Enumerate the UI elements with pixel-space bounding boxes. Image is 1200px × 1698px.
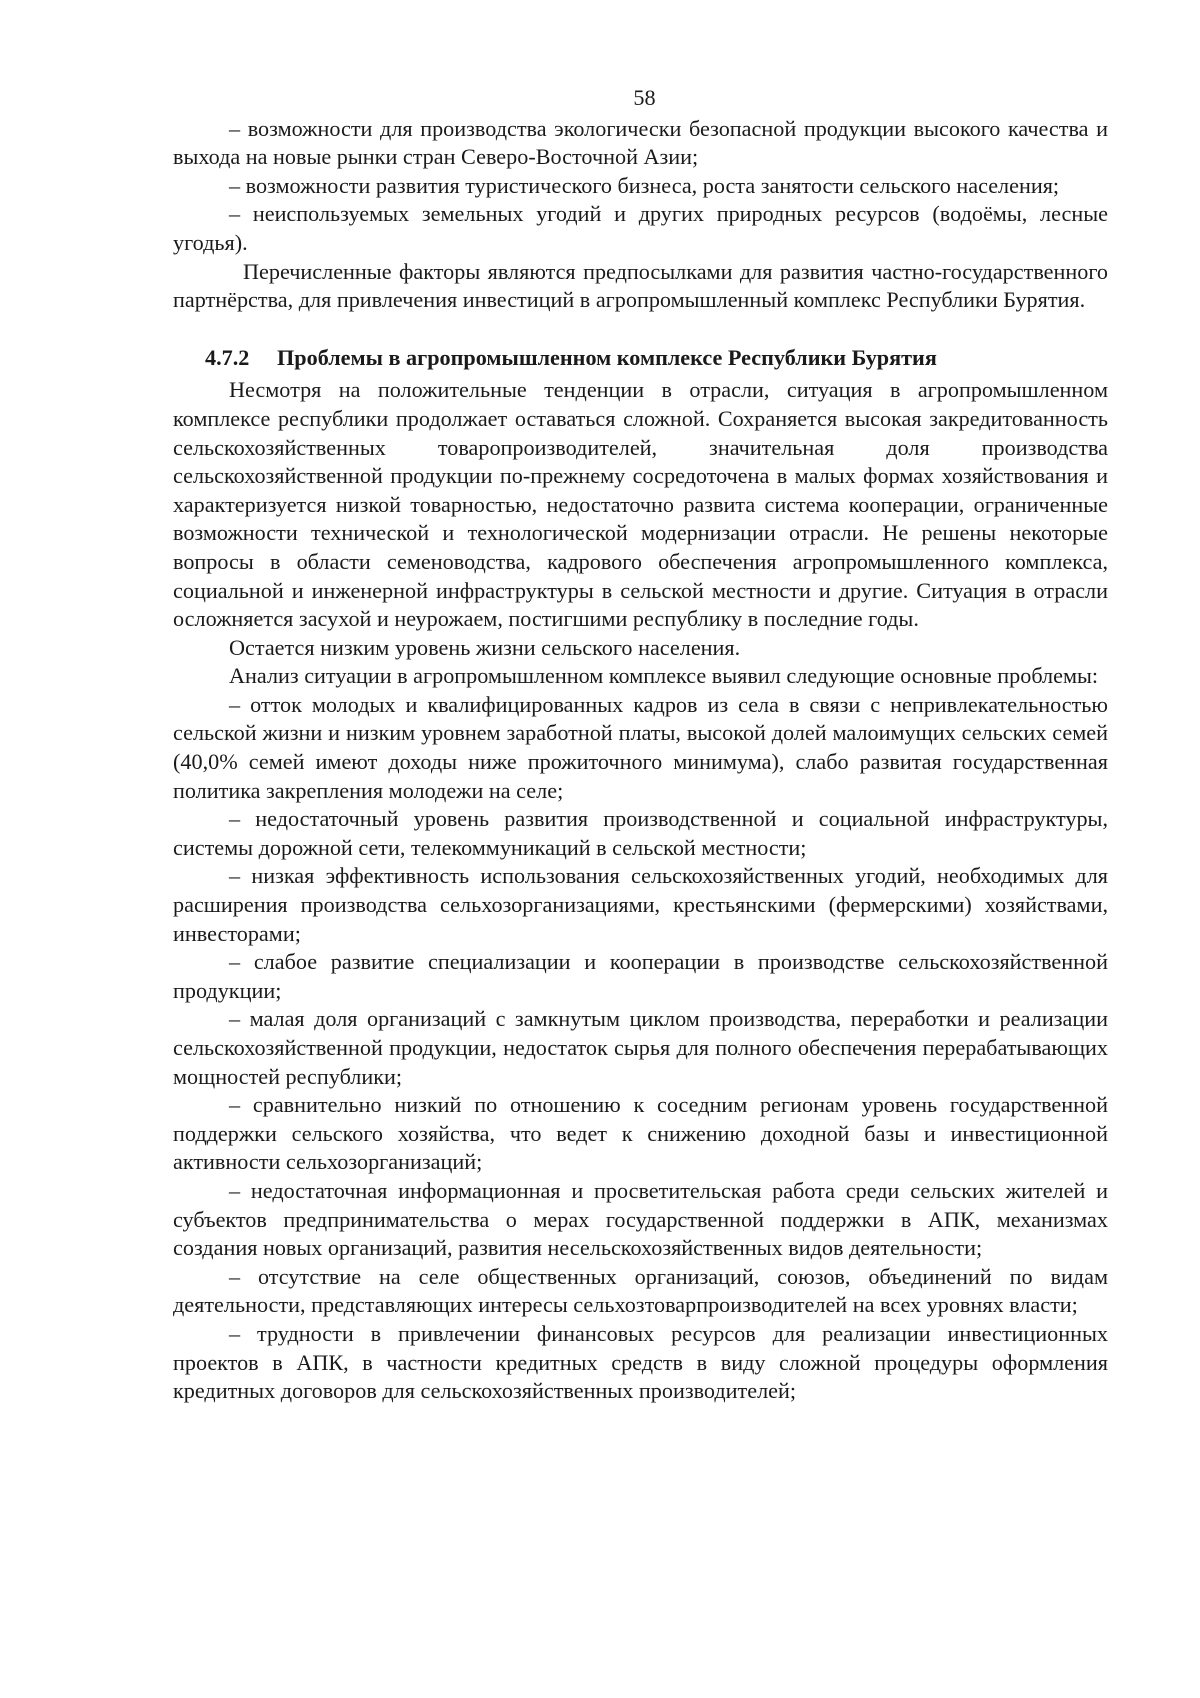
section-title: Проблемы в агропромышленном комплексе Республики Бурятия <box>277 344 937 370</box>
problem-item: – малая доля организаций с замкнутым циклом производства, переработки и реализации сельскохозяйственной продукции, недостаток сырья для полного обеспечения перерабатывающих мощностей республики; <box>173 1006 1108 1089</box>
intro-item: – возможности развития туристического бизнеса, роста занятости сельского населения; <box>229 172 1060 198</box>
problem-item: – недостаточная информационная и просветительская работа среди сельских жителей и субъектов предпринимательства о мерах государственной поддержки в АПК, механизмах создания новых организаций, развития несельскохозяйственных видов деятельности; <box>173 1177 1108 1261</box>
intro-item: – неиспользуемых земельных угодий и других природных ресурсов (водоёмы, лесные угодья). <box>173 201 1108 255</box>
problem-item: – низкая эффективность использования сельскохозяйственных угодий, необходимых для расширения производства сельхозорганизациями, крестьянскими (фермерскими) хозяйствами, инвесторами; <box>173 863 1108 946</box>
section-number: 4.7.2 <box>205 344 250 370</box>
section-heading <box>173 344 1108 373</box>
problem-item: – слабое развитие специализации и кооперации в производстве сельскохозяйственной продукции; <box>173 949 1108 1003</box>
problem-item: – трудности в привлечении финансовых ресурсов для реализации инвестиционных проектов в АПК, в частности кредитных средств в виду сложной процедуры оформления кредитных договоров для сельскохозяйственных производителей; <box>173 1320 1108 1404</box>
intro-conclusion: Перечисленные факторы являются предпосылками для развития частно-государственного партнёрства, для привлечения инвестиций в агропромышленный комплекс Республики Бурятия. <box>173 258 1108 313</box>
page-number: 58 <box>633 85 656 110</box>
problem-item: – отток молодых и квалифицированных кадров из села в связи с непривлекательностью сельской жизни и низким уровнем заработной платы, высокой долей малоимущих сельских семей (40,0% семей имеют доходы ниже прожиточного минимума), слабо развитая государственная политика закрепления молодежи на селе; <box>173 691 1108 803</box>
intro-item: – возможности для производства экологически безопасной продукции высокого качества и выхода на новые рынки стран Северо-Восточной Азии; <box>173 115 1108 170</box>
body-paragraph: Остается низким уровень жизни сельского населения. <box>229 634 741 660</box>
problem-item: – сравнительно низкий по отношению к соседним регионам уровень государственной поддержки сельского хозяйства, что ведет к снижению доходной базы и инвестиционной активности сельхозорганизаций; <box>173 1092 1108 1175</box>
problem-item: – отсутствие на селе общественных организаций, союзов, объединений по видам деятельности, представляющих интересы сельхозтоварпроизводителей на всех уровнях власти; <box>173 1263 1108 1318</box>
body-paragraph: Несмотря на положительные тенденции в отрасли, ситуация в агропромышленном комплексе республики продолжает оставаться сложной. Сохраняется высокая закредитованность сельскохозяйственных товаропроизводителей, значительная доля производства сельскохозяйственной продукции по-прежнему сосредоточена в малых формах хозяйствования и характеризуется низкой товарностью, недостаточно развита система кооперации, ограниченные возможности технической и технологической модернизации отрасли. Не решены некоторые вопросы в области семеноводства, кадрового обеспечения агропромышленного комплекса, социальной и инженерной инфраструктуры в сельской местности и другие. Ситуация в отрасли осложняется засухой и неурожаем, постигшими республику в последние годы. <box>173 377 1108 632</box>
problem-item: – недостаточный уровень развития производственной и социальной инфраструктуры, системы дорожной сети, телекоммуникаций в сельской местности; <box>173 806 1108 860</box>
document-page <box>173 84 1108 1406</box>
body-paragraph: Анализ ситуации в агропромышленном комплексе выявил следующие основные проблемы: <box>229 663 1099 689</box>
